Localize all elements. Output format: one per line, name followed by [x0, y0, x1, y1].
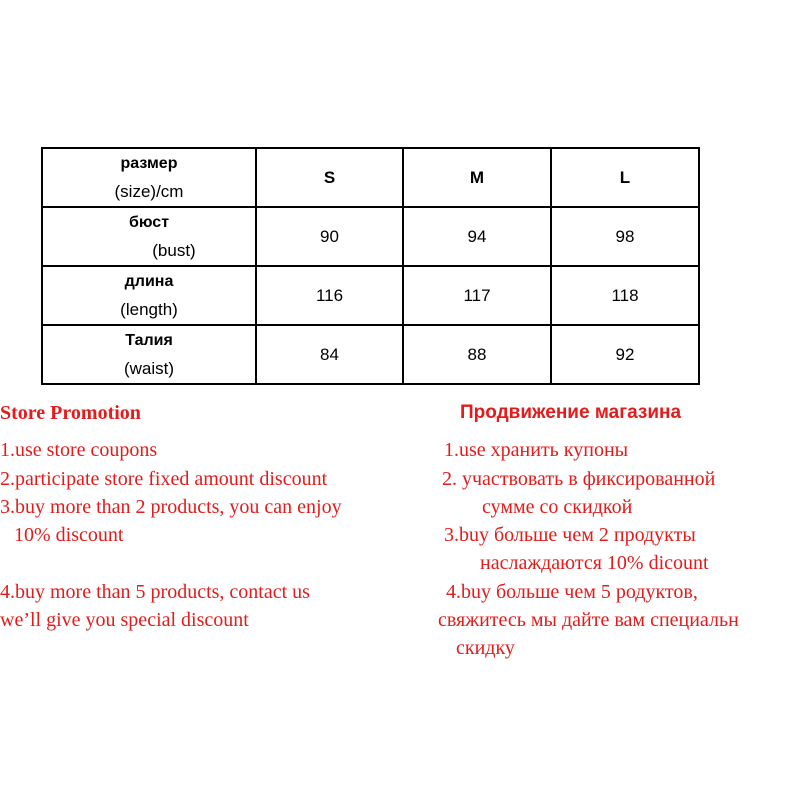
row-label-cell — [42, 207, 256, 266]
table-header-row — [42, 148, 699, 207]
promotion-en-line: 2.participate store fixed amount discount — [0, 467, 328, 490]
header-label-en: (size)/cm — [114, 181, 184, 201]
promotion-en-line: we’ll give you special discount — [0, 609, 249, 632]
header-label-ru: размер — [120, 154, 178, 172]
promotion-ru-line: 1.use хранить купоны — [444, 439, 629, 462]
row-label-en: (waist) — [123, 358, 175, 378]
header-label-cell — [42, 148, 256, 207]
table-cell: 98 — [551, 207, 699, 266]
promotion-ru-title: Продвижение магазина — [460, 402, 682, 423]
table-row — [42, 207, 699, 266]
promotion-en-title: Store Promotion — [0, 402, 141, 424]
table-cell: 84 — [256, 325, 403, 384]
size-header-l: L — [551, 148, 699, 207]
row-label-en: (bust) — [152, 240, 196, 260]
row-label-cell — [42, 266, 256, 325]
table-cell: 92 — [551, 325, 699, 384]
promotion-en-line: 1.use store coupons — [0, 439, 158, 462]
row-label-cell — [42, 325, 256, 384]
promotion-ru-line: 4.buy больше чем 5 родуктов, — [446, 580, 698, 603]
size-header-m: M — [403, 148, 551, 207]
promotion-ru-line: свяжитесь мы дайте вам специальн — [438, 609, 739, 632]
table-cell: 94 — [403, 207, 551, 266]
promotion-en-gap — [0, 549, 342, 577]
promotion-en-line: 3.buy more than 2 products, you can enjoy — [0, 495, 342, 518]
promotion-en-line: 4.buy more than 5 products, contact us — [0, 580, 310, 603]
table-row — [42, 325, 699, 384]
promotion-ru-line: сумме со скидкой — [482, 495, 633, 518]
table-cell: 118 — [551, 266, 699, 325]
promotion-ru-line: скидку — [456, 637, 515, 660]
row-label-en: (length) — [120, 299, 178, 319]
table-cell: 116 — [256, 266, 403, 325]
table-row — [42, 266, 699, 325]
table-cell: 88 — [403, 325, 551, 384]
promotion-en-line: 10% discount — [14, 524, 124, 547]
promotion-ru — [438, 399, 739, 663]
promotion-ru-line: наслаждаются 10% dicount — [480, 552, 709, 575]
table-cell: 90 — [256, 207, 403, 266]
promotion-ru-line: 2. участвовать в фиксированной — [442, 467, 716, 490]
row-label-ru: бюст — [128, 213, 170, 231]
size-table — [41, 147, 700, 385]
promotion-en — [0, 399, 342, 634]
table-cell: 117 — [403, 266, 551, 325]
row-label-ru: длина — [124, 272, 174, 290]
size-header-s: S — [256, 148, 403, 207]
promotion-ru-line: 3.buy больше чем 2 продукты — [444, 524, 696, 547]
row-label-ru: Талия — [125, 331, 173, 349]
